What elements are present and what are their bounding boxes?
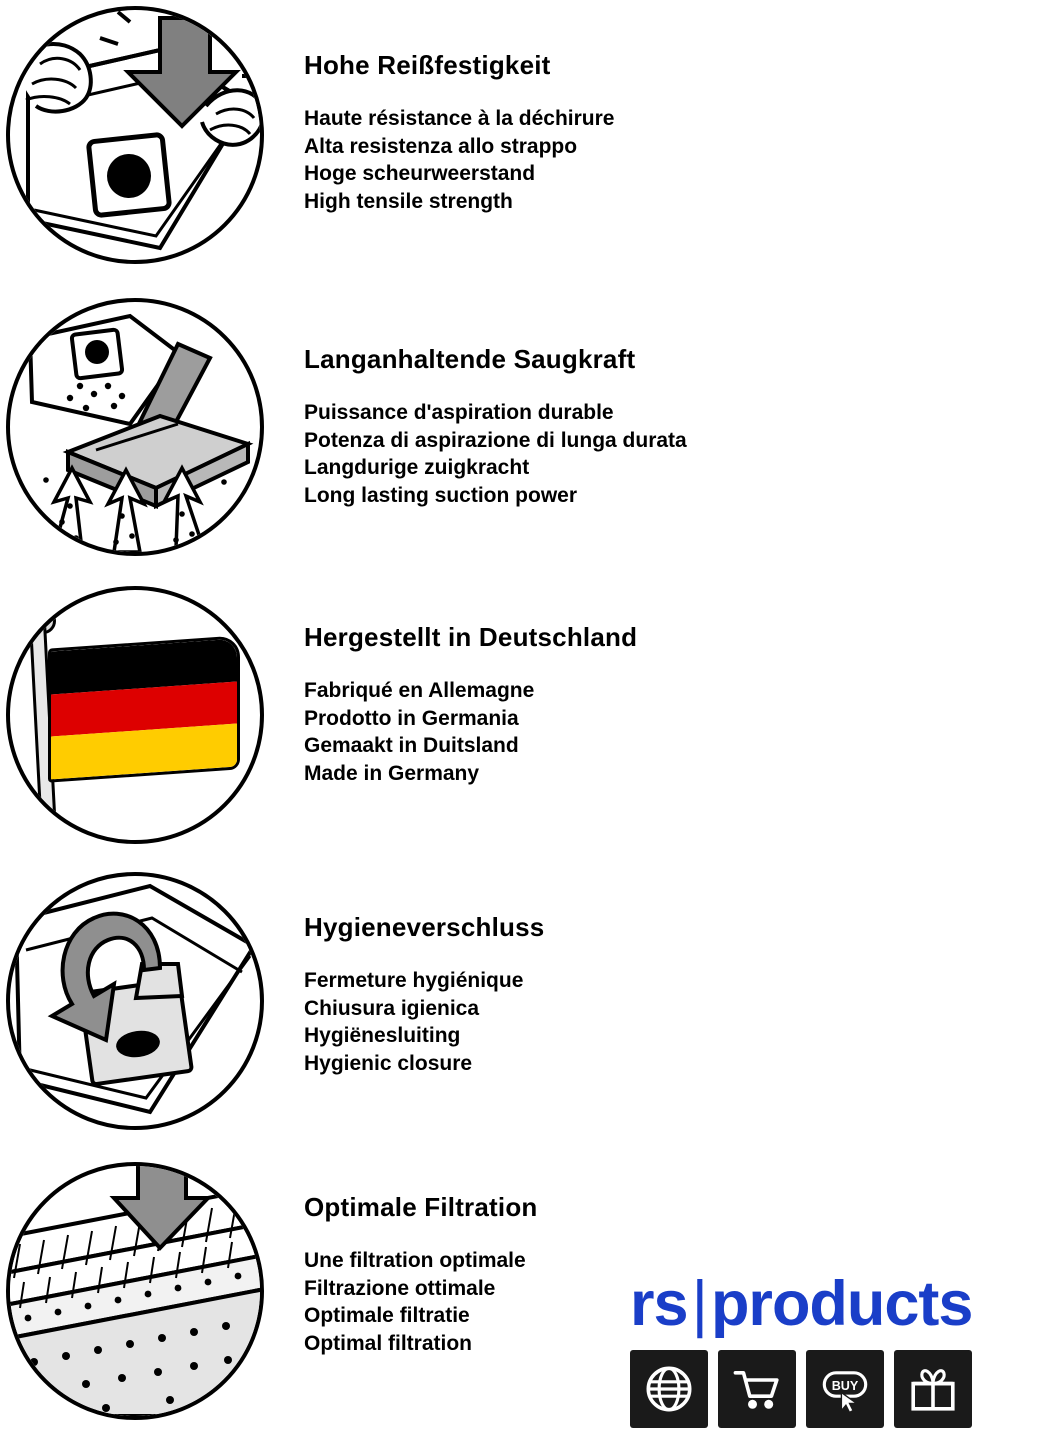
feature-line-fr: Fabriqué en Allemagne [304, 679, 535, 702]
feature-title: Hergestellt in Deutschland [304, 622, 638, 652]
feature-icon-wrap [0, 866, 270, 1136]
badge-row [630, 1350, 1030, 1428]
feature-line-nl: Gemaakt in Duitsland [304, 734, 519, 758]
feature-title: Hohe Reißfestigkeit [304, 50, 551, 80]
brand-rs: rs [630, 1269, 688, 1339]
hygienic-closure-icon [6, 872, 264, 1130]
svg-text:BUY: BUY [831, 1378, 859, 1393]
feature-line-en: High tensile strength [304, 190, 513, 214]
feature-line-it: Filtrazione ottimale [304, 1276, 496, 1300]
feature-texts [270, 292, 687, 510]
feature-line-it: Chiusura igienica [304, 996, 480, 1020]
filter-layers-icon [6, 1162, 264, 1420]
feature-line-fr: Fermeture hygiénique [304, 969, 524, 992]
feature-line-en: Hygienic closure [304, 1052, 473, 1076]
feature-icon-wrap [0, 1156, 270, 1426]
brand-wordmark [630, 1269, 1030, 1339]
feature-line-fr: Une filtration optimale [304, 1249, 526, 1272]
feature-line-nl: Hoge scheurweerstand [304, 162, 536, 186]
feature-row-tensile-strength [0, 0, 1040, 292]
feature-row-suction-power [0, 292, 1040, 580]
feature-texts [270, 0, 614, 216]
feature-line-nl: Hygiënesluiting [304, 1024, 461, 1048]
feature-row-hygienic-closure [0, 866, 1040, 1156]
feature-texts [270, 580, 637, 788]
feature-icon-wrap [0, 580, 270, 850]
feature-line-en: Long lasting suction power [304, 484, 577, 508]
feature-icon-wrap [0, 0, 270, 270]
feature-row-made-in-germany [0, 580, 1040, 866]
feature-line-fr: Haute résistance à la déchirure [304, 107, 615, 130]
vacuum-bag-tear-icon [6, 6, 264, 264]
feature-title: Optimale Filtration [304, 1192, 538, 1222]
feature-texts [270, 1156, 537, 1358]
feature-line-it: Potenza di aspirazione di lunga durata [304, 428, 687, 452]
vacuum-nozzle-suction-icon [6, 298, 264, 556]
feature-title: Langanhaltende Saugkraft [304, 344, 636, 374]
feature-icon-wrap [0, 292, 270, 562]
feature-line-it: Prodotto in Germania [304, 706, 519, 730]
globe-icon[interactable] [630, 1350, 708, 1428]
brand-logo-block [630, 1269, 1030, 1428]
feature-line-it: Alta resistenza allo strappo [304, 134, 578, 158]
shopping-cart-icon[interactable] [718, 1350, 796, 1428]
feature-line-nl: Langdurige zuigkracht [304, 456, 530, 480]
feature-title: Hygieneverschluss [304, 912, 545, 942]
brand-separator: | [691, 1269, 707, 1339]
feature-texts [270, 866, 544, 1078]
feature-line-fr: Puissance d'aspiration durable [304, 401, 614, 424]
feature-line-en: Optimal filtration [304, 1332, 472, 1356]
german-flag-icon [6, 586, 264, 844]
feature-line-en: Made in Germany [304, 762, 480, 786]
german-flag [48, 635, 240, 782]
brand-products: products [710, 1269, 973, 1339]
gift-box-icon[interactable] [894, 1350, 972, 1428]
feature-line-nl: Optimale filtratie [304, 1304, 470, 1328]
buy-button-icon[interactable] [806, 1350, 884, 1428]
